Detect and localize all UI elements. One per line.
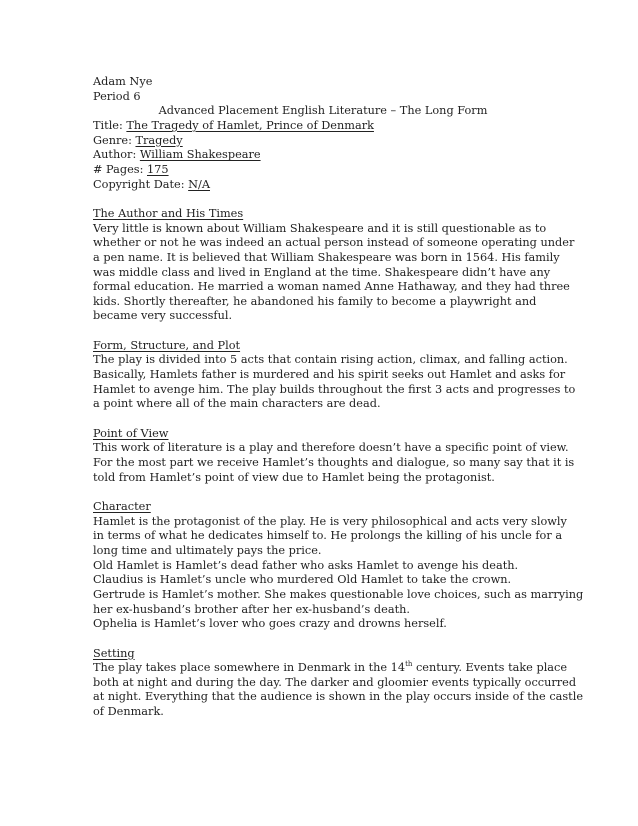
setting-line-start: The play takes place somewhere in Denmark in the 14 [93,661,406,675]
character-line: Old Hamlet is Hamlet’s dead father who asks Hamlet to avenge his death. [93,558,519,572]
author-times-line: became very successful. [93,309,233,323]
setting-line: both at night and during the day. The darker and gloomier events typically occurred [93,675,577,689]
author-times-line: a pen name. It is believed that William Shakespeare was born in 1564. His family [93,250,560,264]
document-page [93,75,584,720]
info-genre-label: Genre: [93,133,132,147]
ordinal-suffix: th [405,660,413,669]
author-times-line: was middle class and lived in England at the time. Shakespeare didn’t have any [93,265,551,279]
setting-line [93,660,568,676]
info-pages [93,163,553,178]
section-heading-form-structure: Form, Structure, and Plot [93,338,241,352]
character-line: Claudius is Hamlet’s uncle who murdered Old Hamlet to take the crown. [93,573,512,587]
info-pages-label: # Pages: [93,162,144,176]
info-author-value: William Shakespeare [139,148,261,162]
character-line: Gertrude is Hamlet’s mother. She makes questionable love choices, such as marrying [93,587,584,601]
character-line: Ophelia is Hamlet’s lover who goes crazy and drowns herself. [93,617,447,631]
info-genre [93,134,553,149]
character-line: her ex-husband’s brother after her ex-husband’s death. [93,602,410,616]
form-structure-line: Hamlet to avenge him. The play builds throughout the first 3 acts and progresses to [93,382,576,396]
form-structure-line: a point where all of the main characters are dead. [93,397,381,411]
info-author [93,148,553,163]
student-name: Adam Nye [93,75,153,88]
info-title-value: The Tragedy of Hamlet, Prince of Denmark [126,118,374,132]
point-of-view-line: For the most part we receive Hamlet’s thoughts and dialogue, so many say that it is [93,456,575,470]
info-copyright-label: Copyright Date: [93,177,185,191]
author-times-line: formal education. He married a woman named Anne Hathaway, and they had three [93,280,570,294]
character-line: long time and ultimately pays the price. [93,543,322,557]
info-title [93,119,553,134]
point-of-view-line: This work of literature is a play and therefore doesn’t have a specific point of view. [93,441,569,455]
author-times-line: Very little is known about William Shakespeare and it is still questionable as to [93,221,547,235]
form-structure-line: Basically, Hamlets father is murdered and his spirit seeks out Hamlet and asks for [93,368,566,382]
setting-line: at night. Everything that the audience is shown in the play occurs inside of the castle [93,690,584,704]
setting-line: of Denmark. [93,705,164,719]
document-title: Advanced Placement English Literature – The Long Form [158,104,488,118]
point-of-view-line: told from Hamlet’s point of view due to Hamlet being the protagonist. [93,470,495,484]
info-copyright [93,178,553,193]
info-title-label: Title: [93,118,123,132]
form-structure-line: The play is divided into 5 acts that contain rising action, climax, and falling action. [93,353,568,367]
author-times-line: kids. Shortly thereafter, he abandoned his family to become a playwright and [93,294,537,308]
section-heading-author-times: The Author and His Times [93,206,244,220]
info-genre-value: Tragedy [135,133,183,147]
info-pages-value: 175 [147,162,169,176]
section-heading-point-of-view: Point of View [93,426,169,440]
class-period: Period 6 [93,89,141,103]
setting-line-end: century. Events take place [412,661,568,675]
character-line: Hamlet is the protagonist of the play. He is very philosophical and acts very slowly [93,514,567,528]
section-heading-character: Character [93,499,151,513]
character-line: in terms of what he dedicates himself to. He prolongs the killing of his uncle for a [93,529,563,543]
author-times-line: whether or not he was indeed an actual person instead of someone operating under [93,236,575,250]
section-heading-setting: Setting [93,646,135,660]
info-copyright-value: N/A [188,177,210,191]
info-author-label: Author: [93,148,137,162]
